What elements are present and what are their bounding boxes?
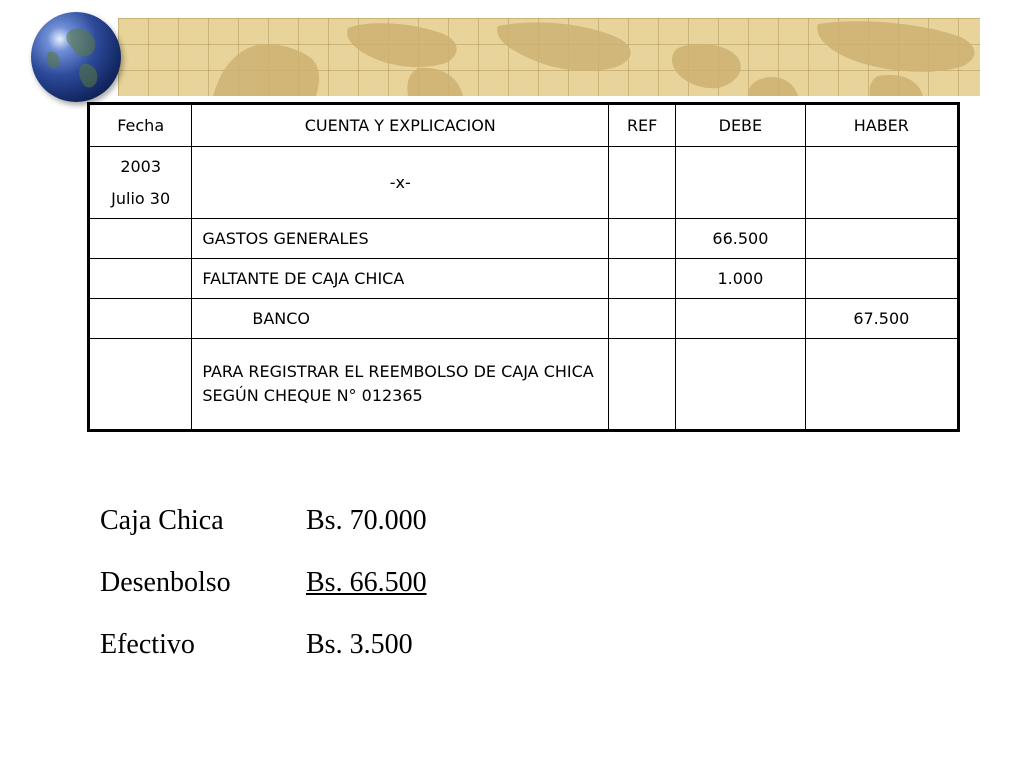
haber-cell bbox=[805, 219, 958, 259]
fecha-cell bbox=[89, 219, 192, 259]
date-day: Julio 30 bbox=[111, 188, 171, 208]
summary-label: Desenbolso bbox=[100, 567, 231, 598]
table-row bbox=[89, 299, 959, 339]
haber-cell bbox=[805, 259, 958, 299]
summary-label: Efectivo bbox=[100, 629, 195, 660]
debe-cell bbox=[676, 339, 805, 431]
date-year: 2003 bbox=[120, 156, 162, 176]
header-haber: HABER bbox=[805, 104, 958, 147]
journal-entry-table bbox=[87, 102, 960, 432]
table-row bbox=[89, 259, 959, 299]
fecha-cell bbox=[89, 339, 192, 431]
table-row-description bbox=[89, 339, 959, 431]
debe-cell bbox=[676, 299, 805, 339]
ref-cell bbox=[609, 299, 676, 339]
table-row bbox=[89, 219, 959, 259]
world-map-banner bbox=[118, 18, 980, 96]
cuenta-cell: BANCO bbox=[192, 299, 609, 339]
summary-value: Bs. 70.000 bbox=[306, 505, 427, 536]
fecha-cell bbox=[89, 259, 192, 299]
debe-cell: 66.500 bbox=[676, 219, 805, 259]
summary-value: Bs. 3.500 bbox=[306, 629, 413, 660]
haber-cell bbox=[805, 339, 958, 431]
table-row-date bbox=[89, 147, 959, 219]
ref-cell bbox=[609, 259, 676, 299]
header-fecha: Fecha bbox=[89, 104, 192, 147]
ref-cell bbox=[609, 147, 676, 219]
fecha-cell bbox=[89, 299, 192, 339]
summary-label: Caja Chica bbox=[100, 505, 224, 536]
haber-cell bbox=[805, 147, 958, 219]
cuenta-cell: GASTOS GENERALES bbox=[192, 219, 609, 259]
ref-cell bbox=[609, 339, 676, 431]
globe-icon bbox=[31, 12, 121, 102]
debe-cell: 1.000 bbox=[676, 259, 805, 299]
world-map-icon bbox=[118, 18, 980, 96]
summary-value: Bs. 66.500 bbox=[306, 567, 427, 598]
entry-marker: -x- bbox=[192, 147, 609, 219]
debe-cell bbox=[676, 147, 805, 219]
cuenta-cell: FALTANTE DE CAJA CHICA bbox=[192, 259, 609, 299]
ref-cell bbox=[609, 219, 676, 259]
header-cuenta: CUENTA Y EXPLICACION bbox=[192, 104, 609, 147]
haber-cell: 67.500 bbox=[805, 299, 958, 339]
header-debe: DEBE bbox=[676, 104, 805, 147]
entry-description: PARA REGISTRAR EL REEMBOLSO DE CAJA CHICA SEGÚN CHEQUE N° 012365 bbox=[192, 339, 609, 431]
date-cell bbox=[89, 147, 192, 219]
header-ref: REF bbox=[609, 104, 676, 147]
table-header-row bbox=[89, 104, 959, 147]
